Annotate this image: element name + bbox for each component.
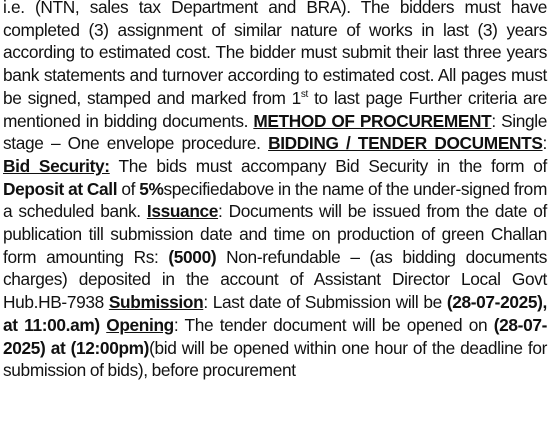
method-of-procurement-text: : Single stage – One envelope procedure. <box>3 110 548 154</box>
connector-text: of <box>117 178 140 199</box>
document-fee-amount: (5000) <box>168 246 217 267</box>
opening-heading: Opening <box>106 314 174 335</box>
issuance-heading: Issuance <box>146 201 219 222</box>
deposit-at-call-text: Deposit at Call <box>3 178 118 199</box>
method-of-procurement-heading: METHOD OF PROCUREMENT <box>253 110 492 131</box>
issuance-text: : Documents will be issued from the date of publication till submission date and time on production of green Challan form amounting Rs: <box>3 201 547 267</box>
opening-date-time: (28-07-2025) at (12:00pm) <box>3 314 547 358</box>
eligibility-criteria-text: i.e. (NTN, sales tax Department and BRA). The bidders must have completed (3) assignment of similar nature of works in last (3) years according to estimated cost. The bidder must submit their last three years bank statements and turnover according to estimated cost. All pages must be signed, stamped and marked from 1 <box>3 0 547 108</box>
separator-text: : <box>542 133 547 154</box>
submission-text: : Last date of Submission will be <box>203 292 447 313</box>
bidding-documents-heading: BIDDING / TENDER DOCUMENTS <box>268 133 543 154</box>
security-percentage: 5% <box>139 178 164 199</box>
opening-details-text: (bid will be opened within one hour of the deadline for submission of bids), before procurement <box>3 337 547 381</box>
submission-deadline: (28-07-2025), at 11:00.am) <box>3 292 547 335</box>
security-details-text: specifiedabove in the name of the under-signed from a scheduled bank. <box>3 178 547 222</box>
submission-heading: Submission <box>108 292 204 313</box>
ordinal-suffix: st <box>300 89 308 101</box>
bid-security-text: The bids must accompany Bid Security in the form of <box>109 155 548 176</box>
opening-text: : The tender document will be opened on <box>173 314 494 335</box>
criteria-continuation-text: to last page Further criteria are mentioned in bidding documents. <box>3 87 547 131</box>
fee-details-text: Non-refundable – (as bidding documents charges) deposited in the account of Assistant Director Local Govt Hub.HB-7938 <box>3 246 547 313</box>
tender-notice-body <box>3 0 547 382</box>
bid-security-heading: Bid Security: <box>3 155 110 176</box>
